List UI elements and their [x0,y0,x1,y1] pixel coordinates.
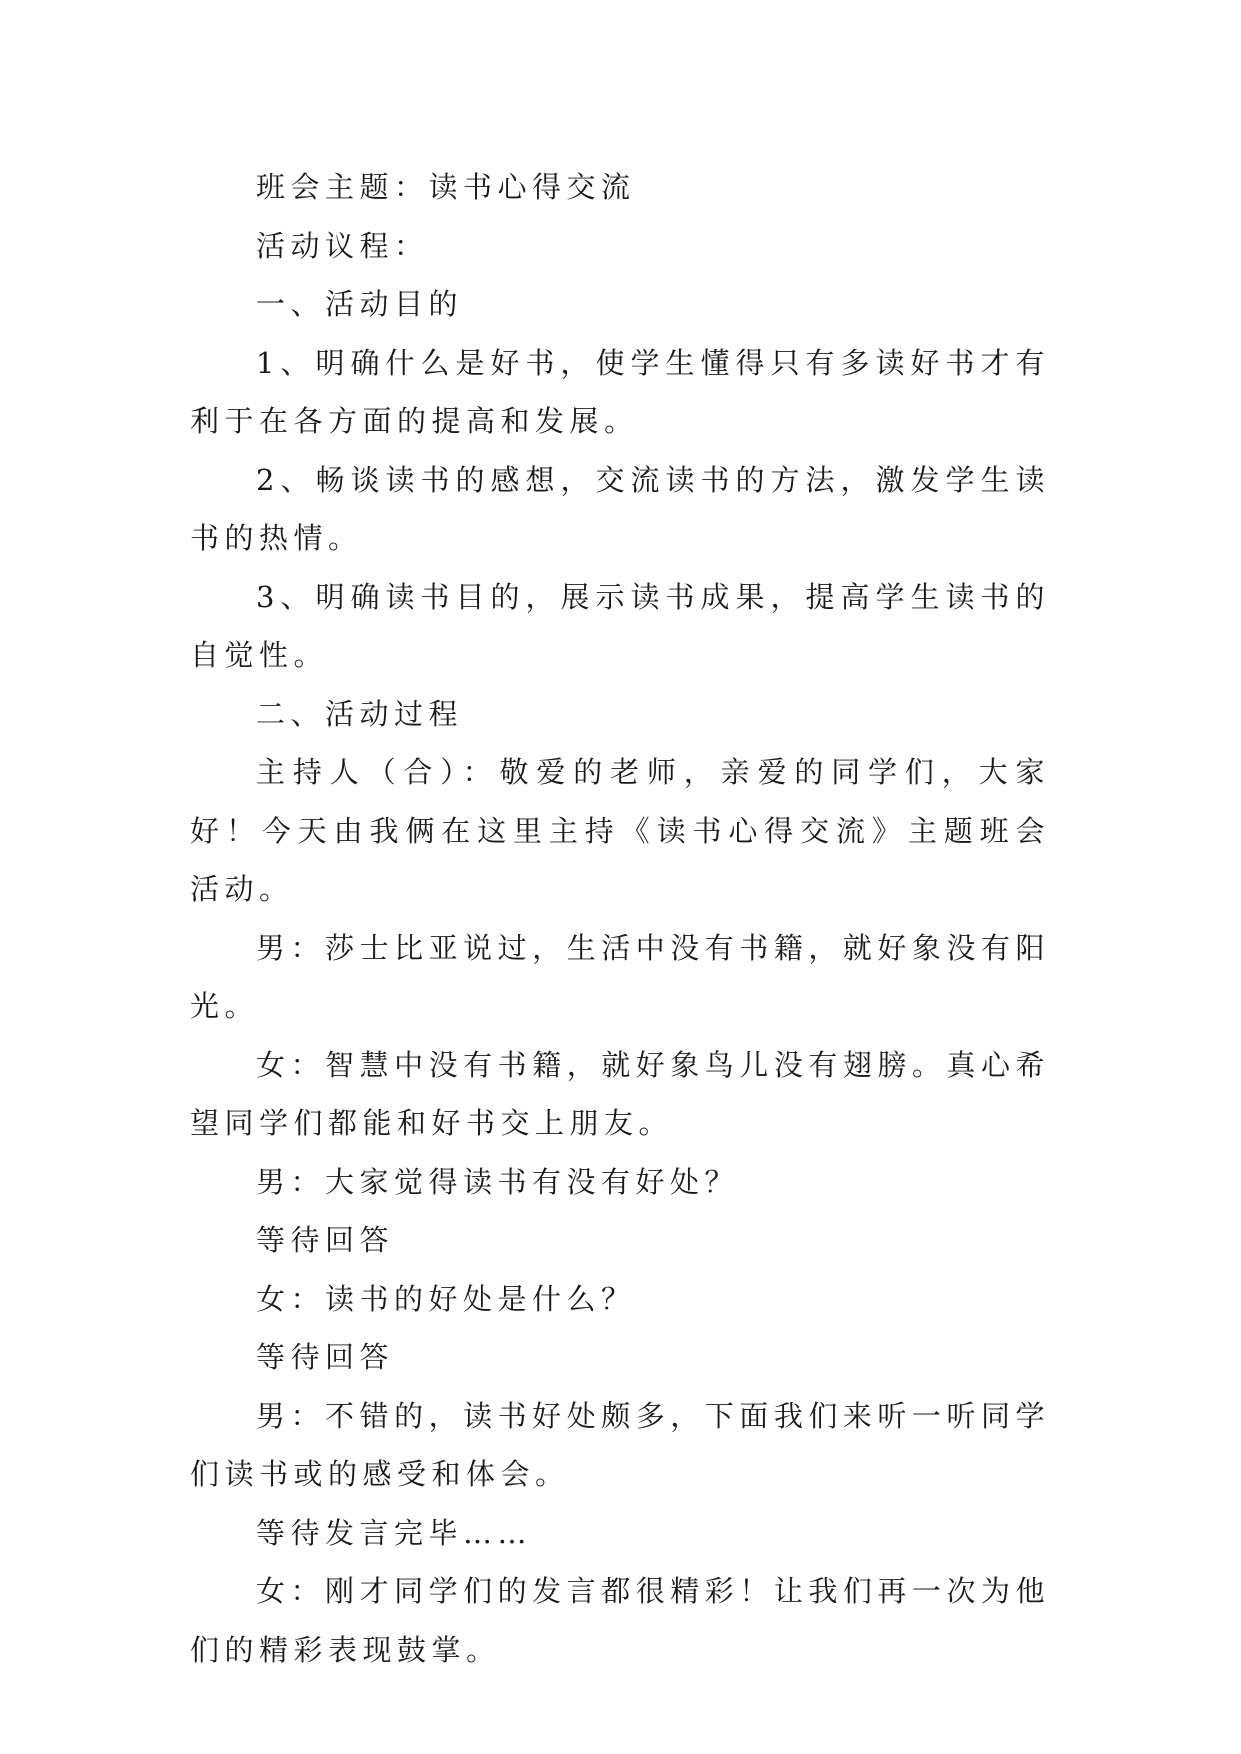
section-heading-process: 二、活动过程 [256,696,464,731]
purpose-item-2: 2、畅谈读书的感想，交流读书的方法，激发学生读书的热情。 [190,462,1050,555]
document-body [190,158,1050,1679]
dialogue-line: 男：不错的，读书好处颇多，下面我们来听一听同学们读书或的感受和体会。 [190,1398,1050,1491]
dialogue-line: 女：刚才同学们的发言都很精彩！让我们再一次为他们的精彩表现鼓掌。 [190,1574,1050,1667]
dialogue-line: 男：大家觉得读书有没有好处？ [256,1164,740,1199]
meeting-theme: 班会主题：读书心得交流 [256,170,636,204]
section-heading-purpose: 一、活动目的 [256,287,464,321]
dialogue-line: 女：智慧中没有书籍，就好象鸟儿没有翅膀。真心希望同学们都能和好书交上朋友。 [190,1047,1050,1140]
dialogue-line: 男：莎士比亚说过，生活中没有书籍，就好象没有阳光。 [190,930,1050,1023]
dialogue-line: 主持人（合）：敬爱的老师，亲爱的同学们，大家好！今天由我俩在这里主持《读书心得交流》主题班会活动。 [190,755,1050,906]
purpose-item-1: 1、明确什么是好书，使学生懂得只有多读好书才有利于在各方面的提高和发展。 [190,345,1050,438]
stage-direction: 等待回答 [256,1340,395,1374]
stage-direction: 等待发言完毕…… [256,1515,533,1550]
purpose-item-3: 3、明确读书目的，展示读书成果，提高学生读书的自觉性。 [190,579,1050,672]
agenda-heading: 活动议程： [256,228,429,263]
stage-direction: 等待回答 [256,1223,395,1257]
dialogue-line: 女：读书的好处是什么？ [256,1281,636,1316]
